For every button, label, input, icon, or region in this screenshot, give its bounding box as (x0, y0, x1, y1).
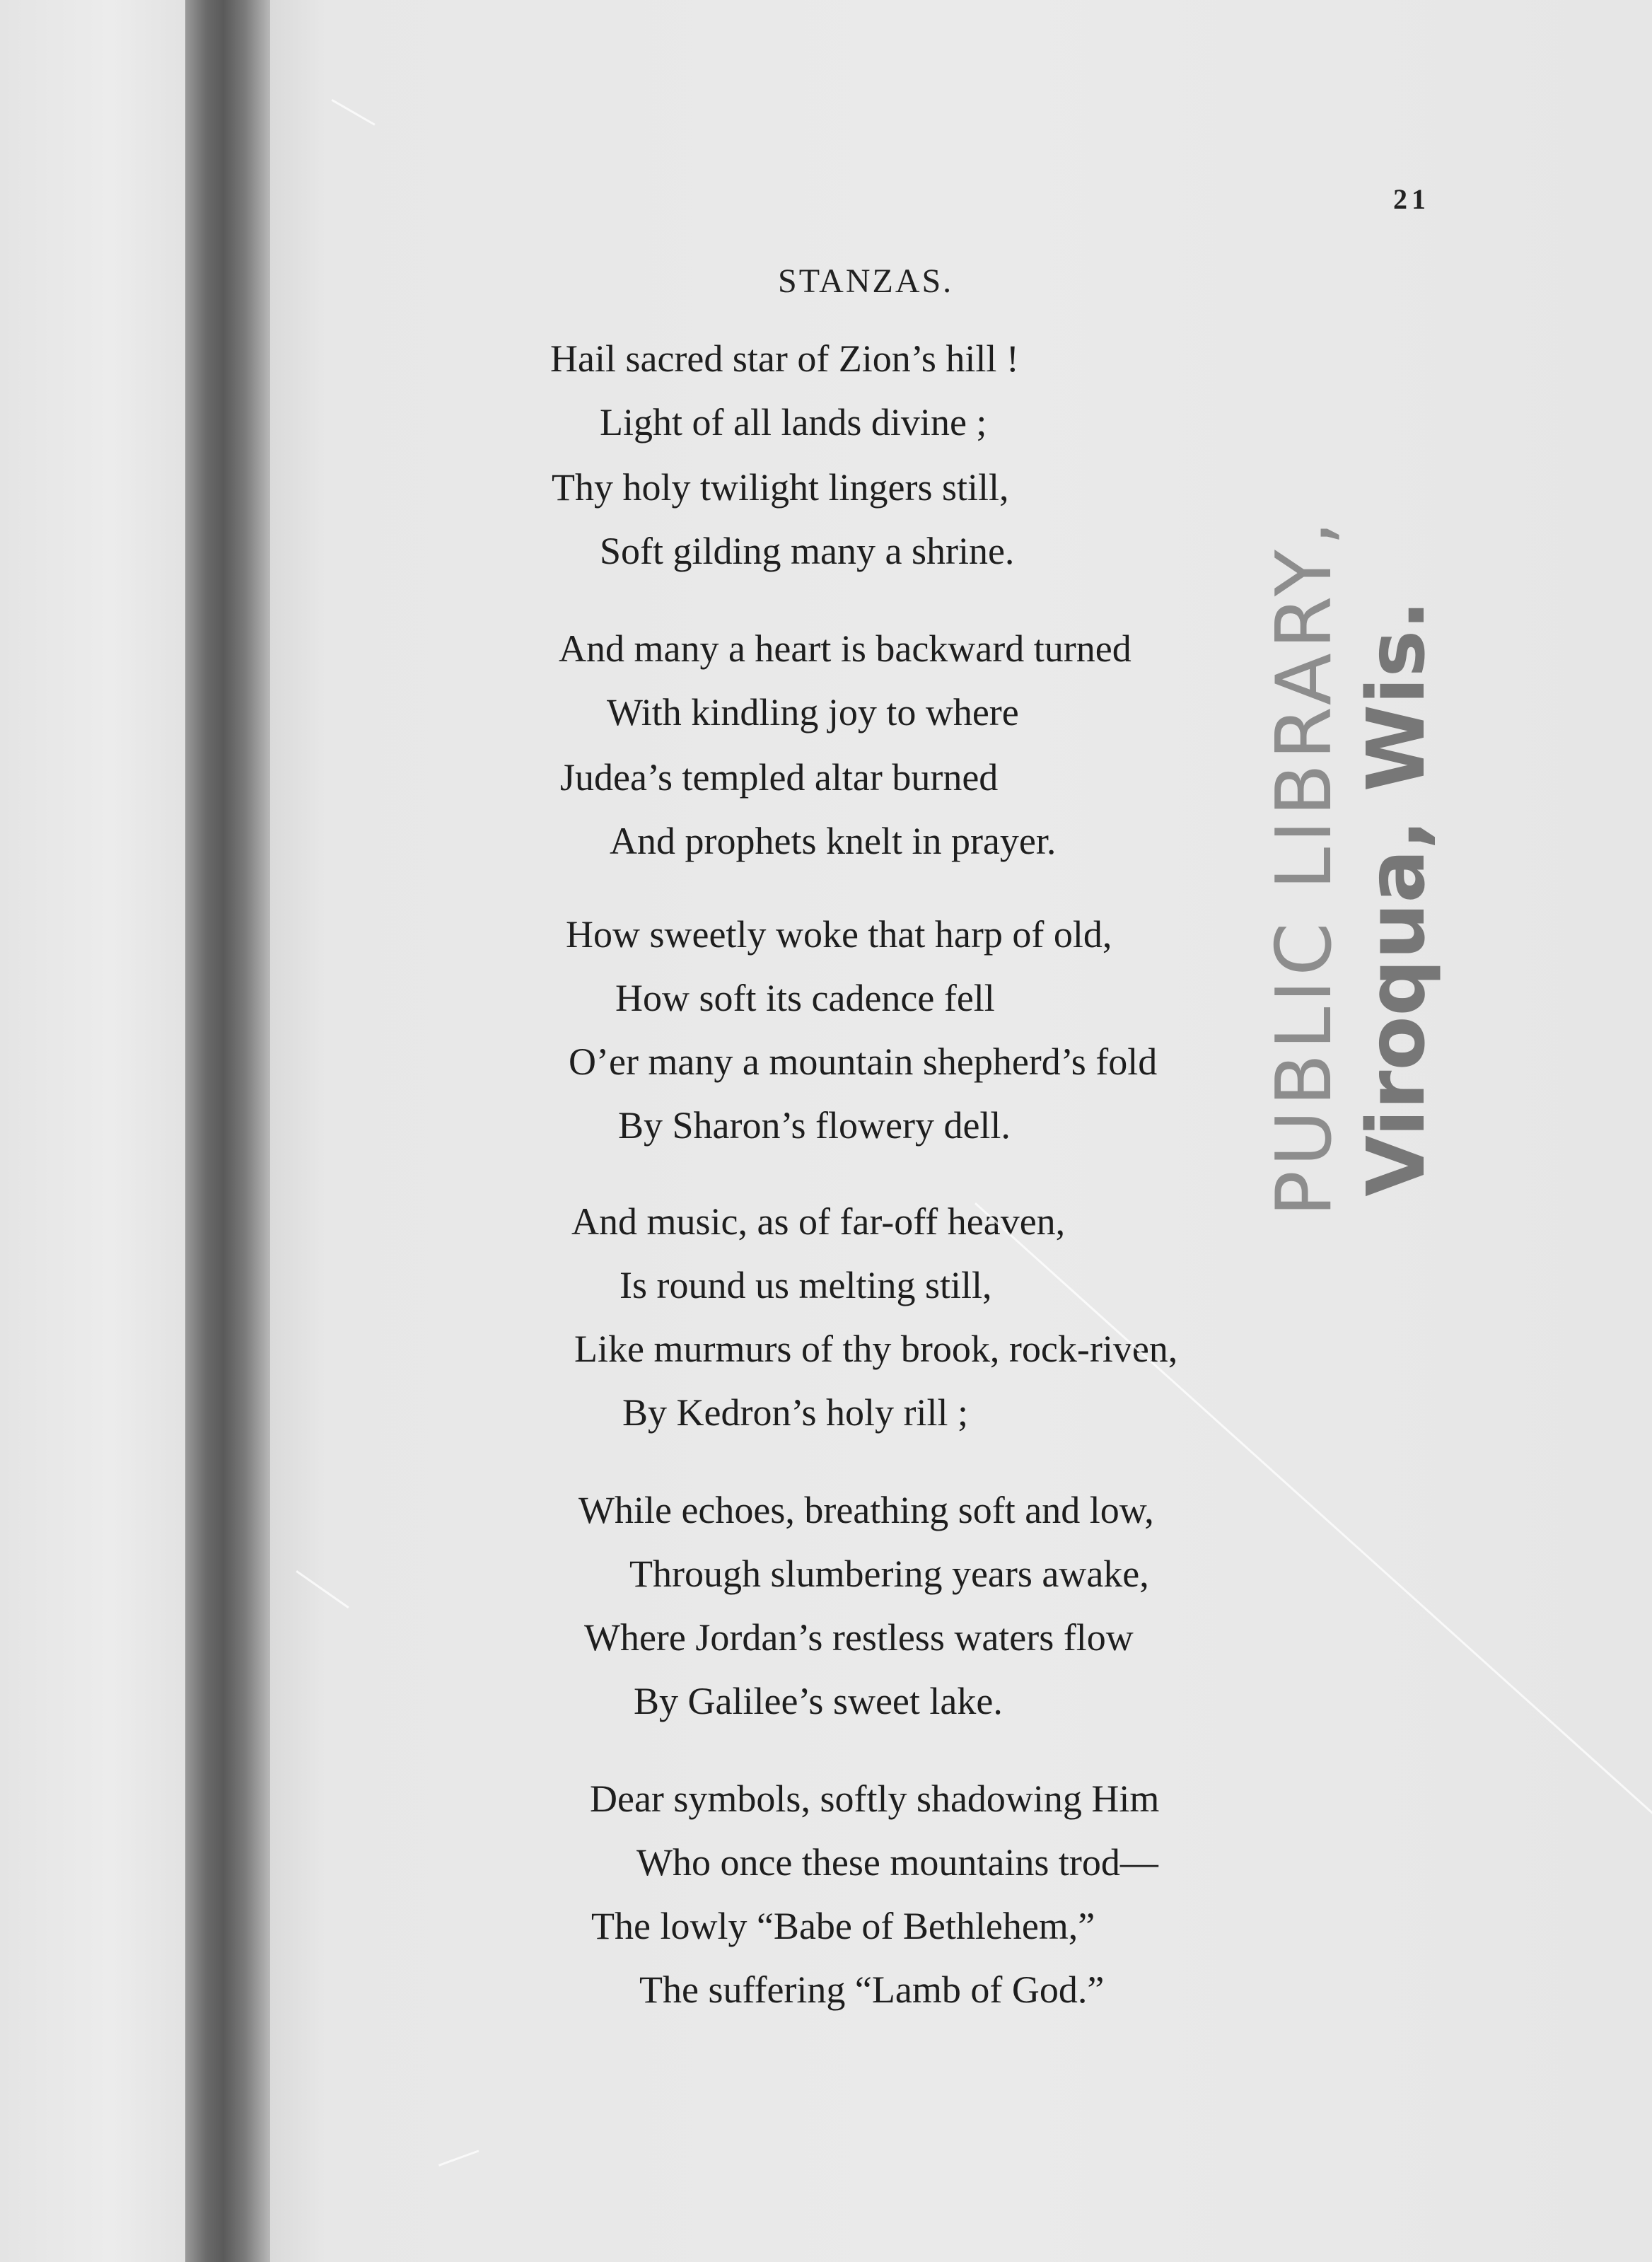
poem-line: Thy holy twilight lingers still, (552, 466, 1009, 509)
stamp-location: Viroqua, Wis. (1351, 600, 1443, 1197)
poem-line: By Galilee’s sweet lake. (634, 1680, 1003, 1722)
poem-line: Judea’s templed altar burned (560, 756, 999, 799)
poem-line: Hail sacred star of Zion’s hill ! (550, 337, 1019, 380)
poem-line: And prophets knelt in prayer. (610, 820, 1057, 862)
poem-line: Dear symbols, softly shadowing Him (590, 1777, 1160, 1820)
poem-line: With kindling joy to where (607, 691, 1019, 733)
poem-line: And many a heart is backward turned (559, 627, 1132, 670)
library-stamp (1259, 516, 1471, 1217)
poem-line: Where Jordan’s restless waters flow (584, 1616, 1134, 1659)
poem-line: While echoes, breathing soft and low, (578, 1489, 1154, 1531)
poem-line: Through slumbering years awake, (629, 1553, 1149, 1595)
poem-line: The lowly “Babe of Bethlehem,” (591, 1905, 1095, 1947)
stamp-library-name: PUBLIC LIBRARY, (1260, 516, 1349, 1217)
poem-line: Like murmurs of thy brook, rock-riven, (574, 1328, 1178, 1370)
poem-title: STANZAS. (778, 262, 954, 300)
poem-line: Soft gilding many a shrine. (600, 530, 1015, 572)
poem-line: Light of all lands divine ; (600, 401, 987, 443)
poem-line: By Kedron’s holy rill ; (622, 1391, 968, 1434)
poem-line: And music, as of far-off heaven, (571, 1200, 1066, 1243)
poem-line: Is round us melting still, (620, 1264, 992, 1306)
poem-line: The suffering “Lamb of God.” (639, 1968, 1105, 2011)
poem-line: How soft its cadence fell (615, 977, 995, 1019)
page-number: 21 (1393, 183, 1430, 215)
poem-line: Who once these mountains trod— (636, 1841, 1158, 1884)
poem-line: By Sharon’s flowery dell. (618, 1104, 1011, 1147)
poem-line: How sweetly woke that harp of old, (566, 913, 1112, 956)
poem-line: O’er many a mountain shepherd’s fold (569, 1040, 1158, 1083)
